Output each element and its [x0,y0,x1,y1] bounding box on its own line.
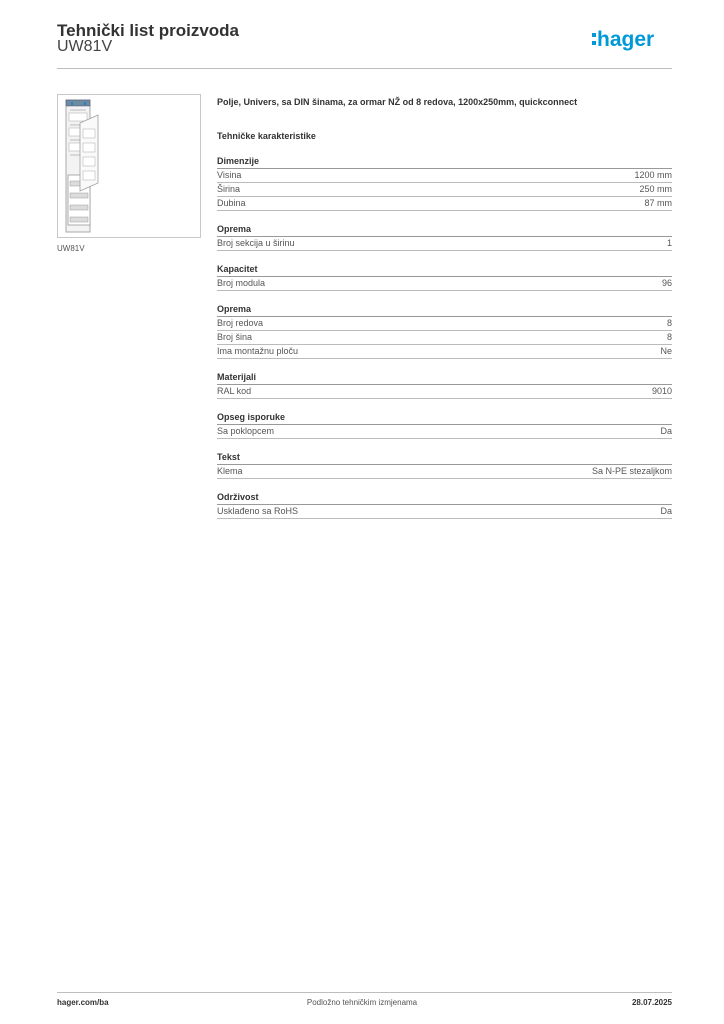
spec-group-title: Materijali [217,371,672,385]
spec-label: Dubina [217,198,246,208]
spec-group-title: Opseg isporuke [217,411,672,425]
spec-group-title: Održivost [217,491,672,505]
spec-group [217,491,672,519]
spec-label: Broj šina [217,332,253,342]
spec-row [217,425,672,439]
spec-row [217,465,672,479]
footer-date: 28.07.2025 [631,998,672,1007]
spec-group [217,371,672,399]
spec-group-title: Dimenzije [217,155,672,169]
spec-row [217,169,672,183]
spec-group [217,223,672,251]
spec-label: Usklađeno sa RoHS [217,506,299,516]
spec-group-title: Kapacitet [217,263,672,277]
characteristics-groups [217,155,672,519]
spec-value: 8 [666,332,672,342]
spec-value: 1200 mm [634,170,672,180]
spec-value: 9010 [651,386,672,396]
spec-value: 250 mm [639,184,672,194]
spec-label: Širina [217,184,241,194]
spec-label: Visina [217,170,242,180]
spec-row [217,385,672,399]
spec-label: Broj modula [217,278,266,288]
footer-disclaimer: Podložno tehničkim izmjenama [306,998,418,1007]
spec-value: 8 [666,318,672,328]
spec-label: Ima montažnu ploču [217,346,299,356]
spec-row [217,197,672,211]
spec-label: Broj sekcija u širinu [217,238,295,248]
footer-divider [57,992,672,993]
spec-group [217,411,672,439]
product-details [217,94,672,519]
spec-value: 96 [661,278,672,288]
product-image-frame [57,94,201,238]
spec-row [217,505,672,519]
spec-label: Broj redova [217,318,264,328]
spec-label: RAL kod [217,386,252,396]
spec-row [217,345,672,359]
hager-logo [592,27,674,57]
spec-row [217,237,672,251]
spec-value: Da [660,426,672,436]
svg-text:hager: hager [597,28,655,51]
page-title: Tehnički list proizvoda [57,21,239,40]
spec-group [217,155,672,211]
header-divider [57,68,672,69]
spec-group-title: Oprema [217,223,672,237]
spec-value: Da [660,506,672,516]
spec-group [217,263,672,291]
spec-value: Sa N-PE stezaljkom [591,466,672,476]
spec-row [217,331,672,345]
spec-value: Ne [660,346,672,356]
spec-group [217,303,672,359]
spec-group-title: Oprema [217,303,672,317]
spec-row [217,317,672,331]
spec-value: 87 mm [644,198,672,208]
spec-label: Klema [217,466,243,476]
distribution-panel-image [58,95,200,237]
footer-website: hager.com/ba [57,998,109,1007]
spec-label: Sa poklopcem [217,426,275,436]
product-description: Polje, Univers, sa DIN šinama, za ormar NŽ od 8 redova, 1200x250mm, quickconnect [217,97,578,107]
spec-group [217,451,672,479]
spec-row [217,277,672,291]
product-image-caption: UW81V [57,244,85,253]
product-code: UW81V [57,38,113,55]
spec-group-title: Tekst [217,451,672,465]
characteristics-heading: Tehničke karakteristike [217,131,316,141]
spec-value: 1 [666,238,672,248]
spec-row [217,183,672,197]
